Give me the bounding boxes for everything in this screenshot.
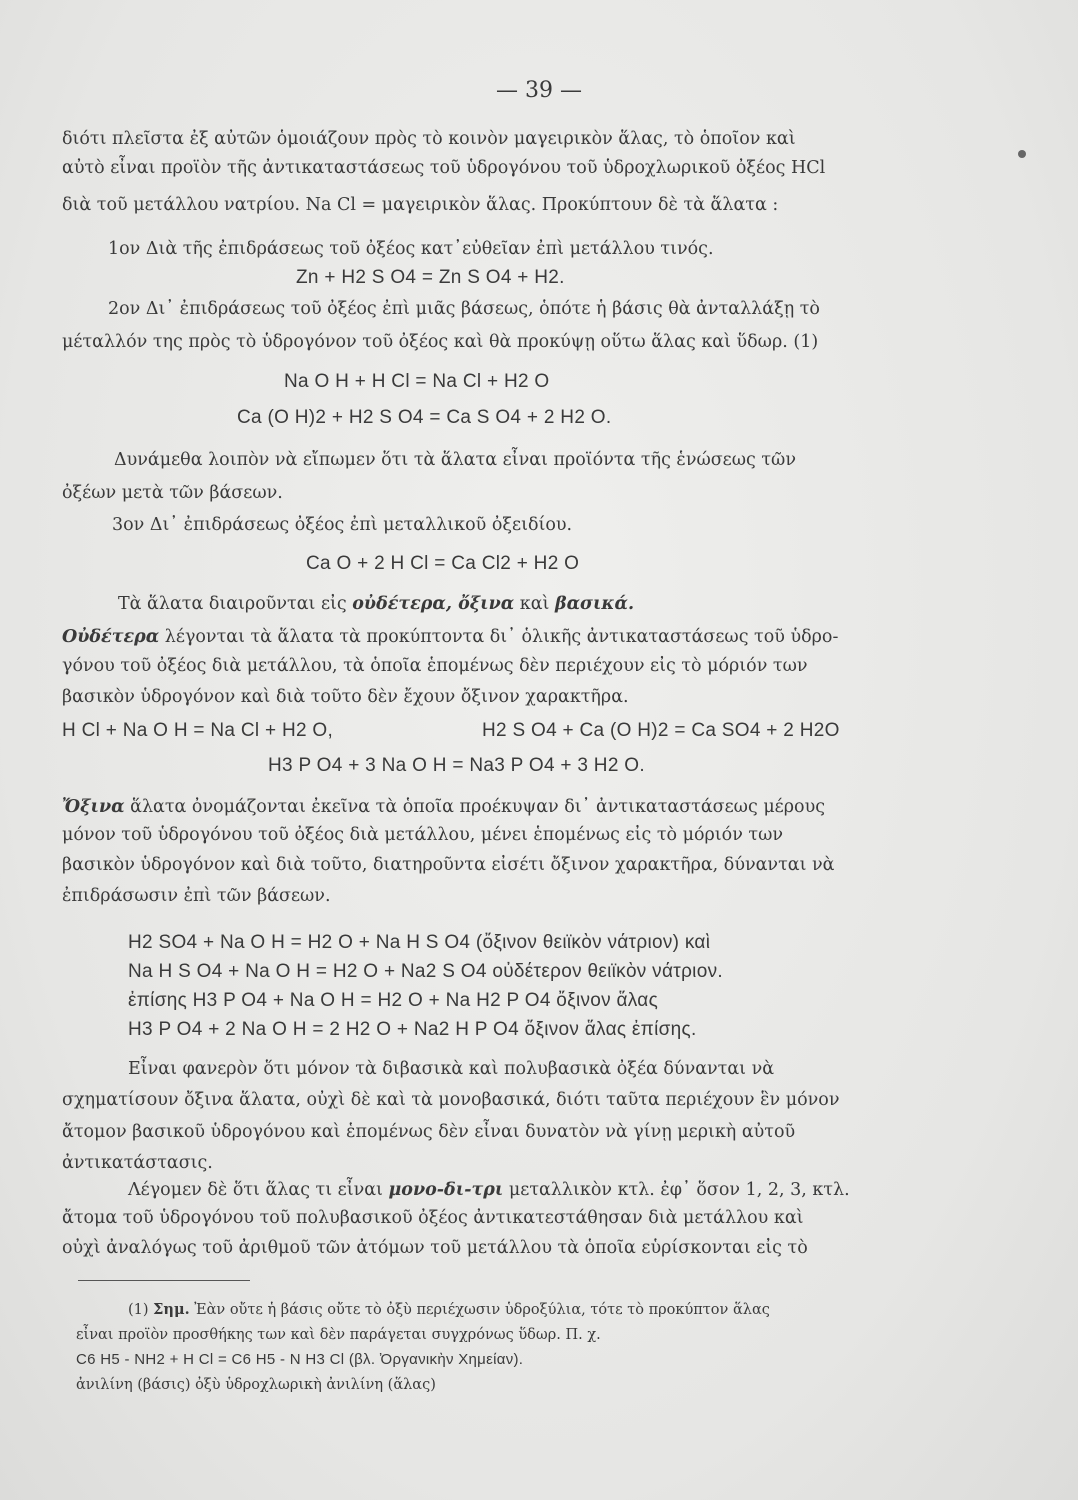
text-line: ἄτομον βασικοῦ ὑδρογόνου καὶ ἑπομένως δὲν εἶναι δυνατὸν νὰ γίνῃ μερικὴ αὐτοῦ [62, 1122, 796, 1142]
text-line: 3ον Δι᾽ ἐπιδράσεως ὀξέος ἐπὶ μεταλλικοῦ ὀξειδίου. [112, 515, 573, 535]
text-line: 1ον Διὰ τῆς ἐπιδράσεως τοῦ ὀξέος κατ᾽εὐθεῖαν ἐπὶ μετάλλου τινός. [108, 239, 714, 259]
text-run: λέγονται τὰ ἅλατα τὰ προκύπτοντα δι᾽ ὁλικῆς ἀντικαταστάσεως τοῦ ὑδρο- [159, 627, 839, 647]
text-line: μέταλλόν της πρὸς τὸ ὑδρογόνον τοῦ ὀξέος καὶ θὰ προκύψῃ οὕτω ἅλας καὶ ὕδωρ. (1) [62, 332, 819, 352]
emphasis: Οὐδέτερα [62, 627, 160, 647]
equation: Na O H + H Cl = Na Cl + H2 O [284, 371, 550, 392]
equation: H Cl + Na O H = Na Cl + H2 O, [62, 720, 334, 741]
text-line [128, 1178, 850, 1202]
emphasis: βασικά. [554, 594, 635, 614]
text-line: βασικὸν ὑδρογόνον καὶ διὰ τοῦτο δὲν ἔχουν ὄξινον χαρακτῆρα. [62, 687, 629, 707]
text-line: βασικὸν ὑδρογόνον καὶ διὰ τοῦτο, διατηροῦντα εἰσέτι ὄξινον χαρακτῆρα, δύνανται νὰ [62, 855, 835, 875]
footnote-line: ἀνιλίνη (βάσις) ὀξὺ ὑδροχλωρικὴ ἀνιλίνη (ἅλας) [76, 1377, 436, 1393]
text-line [62, 795, 825, 819]
text-line: αὐτὸ εἶναι προϊὸν τῆς ἀντικαταστάσεως τοῦ ὑδρογόνου τοῦ ὑδροχλωρικοῦ ὀξέος HCl [62, 158, 826, 178]
text-line: διότι πλεῖστα ἐξ αὐτῶν ὁμοιάζουν πρὸς τὸ κοινὸν μαγειρικὸν ἅλας, τὸ ὁποῖον καὶ [62, 129, 796, 149]
text-line: σχηματίσουν ὄξινα ἅλατα, οὐχὶ δὲ καὶ τὰ μονοβασικά, διότι ταῦτα περιέχουν ἓν μόνον [62, 1090, 840, 1110]
text-run: Τὰ ἅλατα διαιροῦνται εἰς [118, 594, 347, 614]
text-line: Δυνάμεθα λοιπὸν νὰ εἴπωμεν ὅτι τὰ ἅλατα εἶναι προϊόντα τῆς ἑνώσεως τῶν [114, 450, 796, 470]
emphasis: οὐδέτερα, ὄξινα [352, 594, 515, 614]
text-line: ὀξέων μετὰ τῶν βάσεων. [62, 483, 283, 503]
text-run: μεταλλικὸν κτλ. ἐφ᾽ ὅσον 1, 2, 3, κτλ. [503, 1180, 850, 1200]
equation: H2 SO4 + Na O H = H2 O + Na H S O4 (ὄξινον θειϊκὸν νάτριον) καὶ [128, 932, 711, 953]
footnote-mark: (1) [128, 1302, 149, 1318]
ink-spot [1018, 150, 1026, 158]
footnote-line [128, 1300, 770, 1320]
text-line: ἐπιδράσωσιν ἐπὶ τῶν βάσεων. [62, 886, 331, 906]
text-run: καὶ [514, 594, 555, 614]
footnote-line: εἶναι προϊὸν προσθήκης των καὶ δὲν παράγεται συγχρόνως ὕδωρ. Π. χ. [76, 1327, 601, 1343]
equation: H3 P O4 + 3 Na O H = Na3 P O4 + 3 H2 O. [268, 755, 645, 776]
text-line: οὐχὶ ἀναλόγως τοῦ ἀριθμοῦ τῶν ἀτόμων τοῦ μετάλλου τὰ ὁποῖα εὑρίσκονται εἰς τὸ [62, 1238, 808, 1258]
footnote-divider [78, 1280, 250, 1281]
text-line: μόνον τοῦ ὑδρογόνου τοῦ ὀξέος διὰ μετάλλου, μένει ἑπομένως εἰς τὸ μόριόν των [62, 825, 783, 845]
emphasis: Ὄξινα [62, 797, 125, 817]
text-line: γόνου τοῦ ὀξέος διὰ μετάλλου, τὰ ὁποῖα ἑπομένως δὲν περιέχουν εἰς τὸ μόριόν των [62, 656, 808, 676]
text-line: 2ον Δι᾽ ἐπιδράσεως τοῦ ὀξέος ἐπὶ μιᾶς βάσεως, ὁπότε ἡ βάσις θὰ ἀνταλλάξῃ τὸ [108, 299, 820, 319]
text-line: διὰ τοῦ μετάλλου νατρίου. Na Cl = μαγειρικὸν ἅλας. Προκύπτουν δὲ τὰ ἅλατα : [62, 195, 779, 215]
equation: Ca (O H)2 + H2 S O4 = Ca S O4 + 2 H2 O. [237, 407, 612, 428]
equation: H3 P O4 + 2 Na O H = 2 H2 O + Na2 H P O4 ὄξινον ἅλας ἐπίσης. [128, 1019, 697, 1040]
text-run: ἅλατα ὀνομάζονται ἐκεῖνα τὰ ὁποῖα προέκυψαν δι᾽ ἀντικαταστάσεως μέρους [124, 797, 826, 817]
emphasis: Σημ. [153, 1301, 190, 1318]
footnote-line: C6 H5 - NH2 + H Cl = C6 H5 - N H3 Cl (βλ. Ὀργανικὴν Χημείαν). [76, 1351, 524, 1368]
equation: Na H S O4 + Na O H = H2 O + Na2 S O4 οὐδέτερον θειϊκὸν νάτριον. [128, 961, 723, 982]
equation: H2 S O4 + Ca (O H)2 = Ca SO4 + 2 H2O [482, 720, 840, 741]
page-number: — 39 — [496, 78, 582, 103]
text-run: Λέγομεν δὲ ὅτι ἅλας τι εἶναι [128, 1180, 383, 1200]
text-line [118, 592, 634, 616]
equation: ἐπίσης H3 P O4 + Na O H = H2 O + Na H2 P O4 ὄξινον ἅλας [128, 990, 659, 1011]
emphasis: μονο-δι-τρι [388, 1180, 504, 1200]
text-line [62, 625, 838, 649]
text-line: ἄτομα τοῦ ὑδρογόνου τοῦ πολυβασικοῦ ὀξέος ἀντικατεστάθησαν διὰ μετάλλου καὶ [62, 1208, 804, 1228]
equation: Ca O + 2 H Cl = Ca Cl2 + H2 O [306, 553, 580, 574]
text-line: Εἶναι φανερὸν ὅτι μόνον τὰ διβασικὰ καὶ πολυβασικὰ ὀξέα δύνανται νὰ [128, 1059, 775, 1079]
equation: Zn + H2 S O4 = Zn S O4 + H2. [296, 267, 565, 288]
text-line: ἀντικατάστασις. [62, 1153, 213, 1173]
text-run: Ἐὰν οὔτε ἡ βάσις οὔτε τὸ ὀξὺ περιέχωσιν ὑδροξύλια, τότε τὸ προκύπτον ἅλας [189, 1302, 770, 1318]
